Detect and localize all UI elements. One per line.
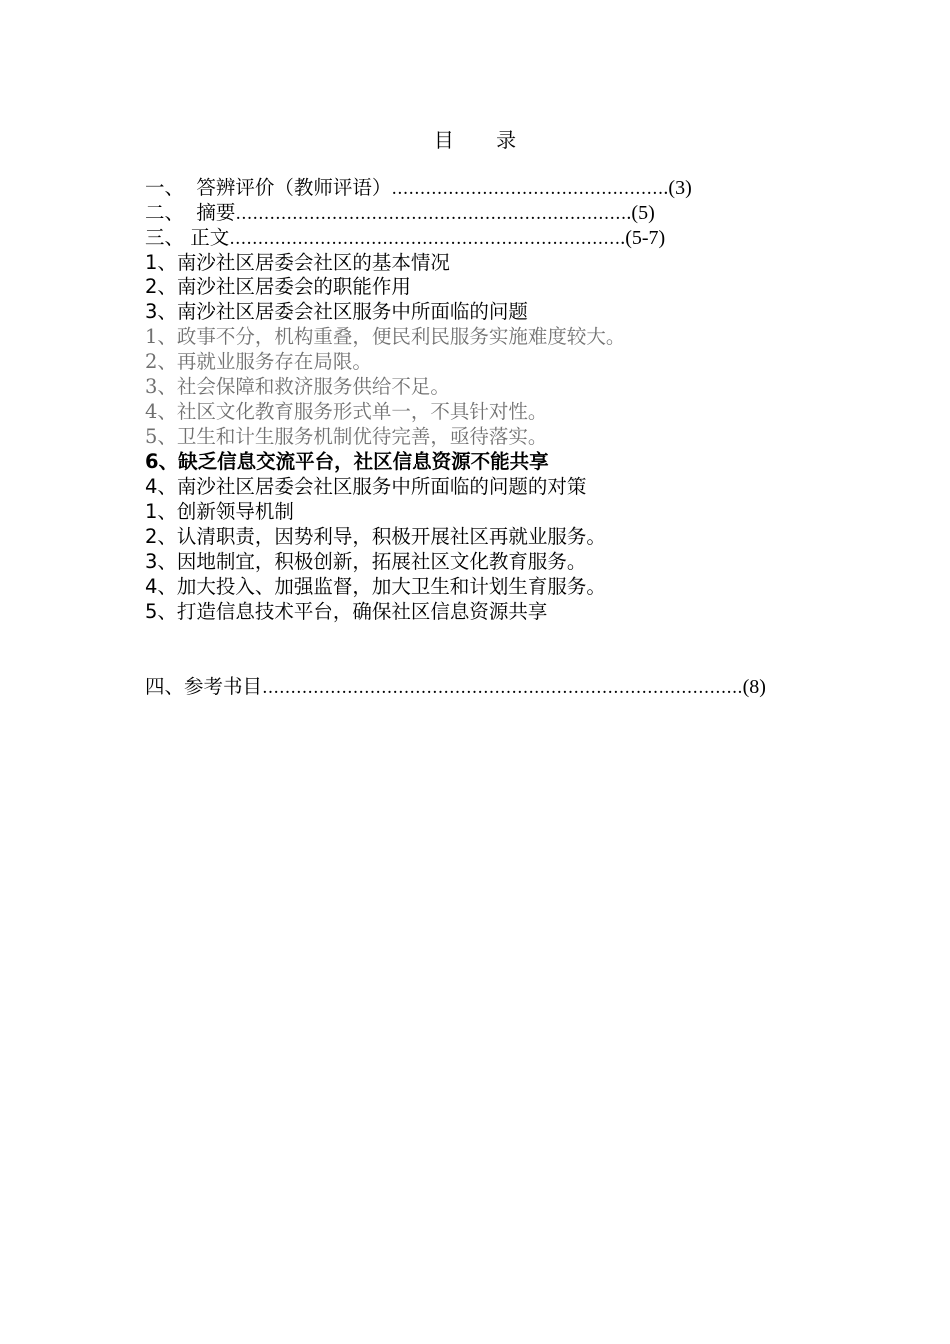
toc-label: 答辨评价（教师评语） bbox=[184, 176, 392, 199]
section-problems: 3、南沙社区居委会社区服务中所面临的问题 bbox=[145, 300, 528, 323]
dot-leader: ………………………………………….……………………………... bbox=[262, 678, 743, 698]
toc-page-number: .(3) bbox=[663, 177, 692, 199]
toc-page-number: .(5-7) bbox=[620, 227, 666, 249]
dot-leader: ………………………………………… bbox=[391, 179, 664, 199]
dot-leader: …………………………………………………………… bbox=[229, 229, 621, 249]
toc-number: 二、 bbox=[145, 201, 185, 224]
page-title: 目 录 bbox=[433, 128, 535, 152]
toc-page-number: .(5) bbox=[626, 202, 655, 224]
measure-item: 4、加大投入、加强监督，加大卫生和计划生育服务。 bbox=[145, 575, 606, 598]
toc-label: 摘要 bbox=[184, 201, 236, 224]
section-countermeasures: 4、南沙社区居委会社区服务中所面临的问题的对策 bbox=[145, 475, 587, 498]
problem-item: 3、社会保障和救济服务供给不足。 bbox=[145, 375, 450, 398]
measure-item: 5、打造信息技术平台，确保社区信息资源共享 bbox=[145, 600, 548, 623]
problem-item: 4、社区文化教育服务形式单一，不具针对性。 bbox=[145, 400, 548, 423]
dot-leader: …………………………………………………………… bbox=[235, 204, 627, 224]
toc-entry-body bbox=[145, 225, 795, 252]
toc-number: 三、 bbox=[145, 226, 185, 249]
measure-item: 1、创新领导机制 bbox=[145, 500, 294, 523]
section-basic-info: 1、南沙社区居委会社区的基本情况 bbox=[145, 251, 450, 274]
toc-number: 一、 bbox=[145, 176, 185, 199]
toc-entry-abstract bbox=[145, 200, 795, 227]
toc-page-number: (8) bbox=[742, 676, 766, 698]
measure-item: 2、认清职责，因势利导，积极开展社区再就业服务。 bbox=[145, 525, 606, 548]
problem-item-bold: 6、缺乏信息交流平台，社区信息资源不能共享 bbox=[145, 450, 549, 473]
toc-entry-evaluation bbox=[145, 175, 795, 202]
section-functions: 2、南沙社区居委会的职能作用 bbox=[145, 275, 411, 298]
problem-item: 5、卫生和计生服务机制优待完善，亟待落实。 bbox=[145, 425, 548, 448]
toc-label: 四、参考书目 bbox=[145, 675, 263, 698]
measure-item: 3、因地制宜，积极创新，拓展社区文化教育服务。 bbox=[145, 550, 587, 573]
toc-entry-references bbox=[145, 674, 785, 701]
problem-item: 1、政事不分，机构重叠，便民利民服务实施难度较大。 bbox=[145, 325, 626, 348]
toc-label: 正文 bbox=[184, 226, 230, 249]
problem-item: 2、再就业服务存在局限。 bbox=[145, 350, 372, 373]
